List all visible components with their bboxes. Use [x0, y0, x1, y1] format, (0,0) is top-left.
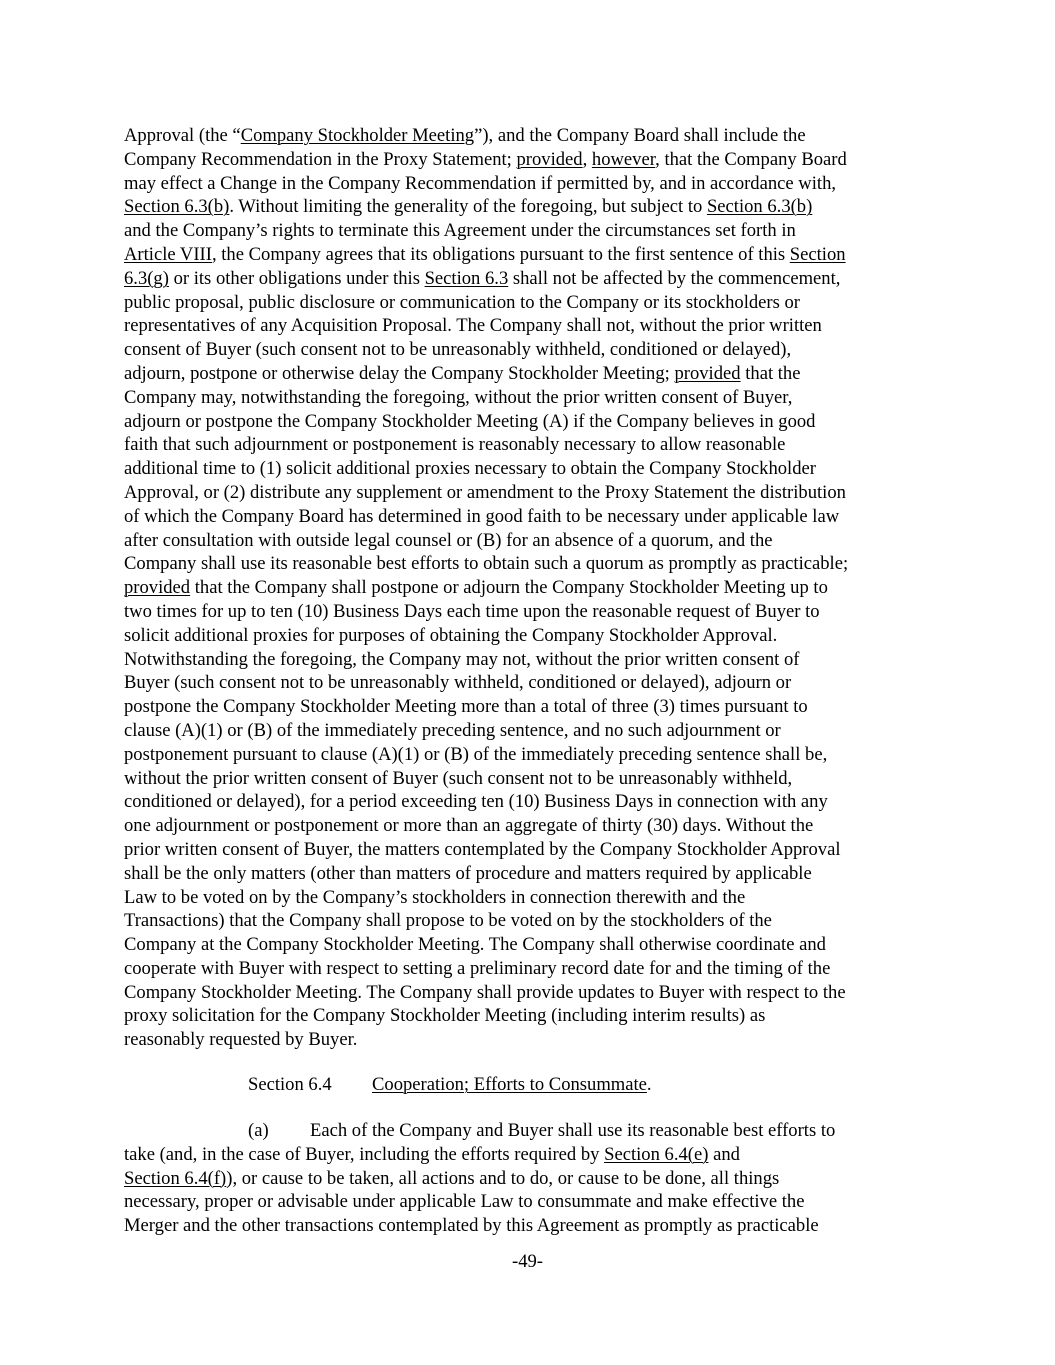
page-number: -49- — [512, 1251, 543, 1272]
text-segment: without the prior written consent of Buyer (such consent not to be unreasonably withheld, — [124, 767, 793, 789]
subsection-label: (a) — [248, 1120, 269, 1141]
text-segment: solicit additional proxies for purposes of obtaining the Company Stockholder Approval. — [124, 624, 778, 646]
text-line — [124, 314, 930, 338]
text-line — [124, 719, 930, 743]
underlined-term: provided — [516, 148, 583, 170]
text-segment: or its other obligations under this — [168, 267, 425, 289]
text-segment: Transactions) that the Company shall propose to be voted on by the stockholders of the — [124, 910, 772, 932]
text-segment: shall be the only matters (other than matters of procedure and matters required by applicable — [124, 862, 812, 884]
text-line — [124, 124, 930, 148]
text-segment: , — [582, 148, 592, 170]
text-line — [124, 291, 930, 315]
text-line — [124, 767, 930, 791]
text-line — [124, 1119, 930, 1143]
text-segment: that the Company shall postpone or adjourn the Company Stockholder Meeting up to — [190, 577, 828, 599]
section-6-4-heading — [248, 1073, 652, 1097]
text-segment: necessary, proper or advisable under applicable Law to consummate and make effective the — [124, 1191, 805, 1213]
text-line — [124, 790, 930, 814]
text-line — [124, 219, 930, 243]
section-title: Cooperation; Efforts to Consummate — [372, 1074, 647, 1095]
text-segment: , that the Company Board — [655, 148, 847, 170]
text-segment: proxy solicitation for the Company Stockholder Meeting (including interim results) as — [124, 1005, 766, 1027]
text-segment: Notwithstanding the foregoing, the Company may not, without the prior written consent of — [124, 648, 800, 670]
text-line — [124, 838, 930, 862]
text-segment: Each of the Company and Buyer shall use its reasonable best efforts to — [310, 1120, 836, 1141]
text-line — [124, 457, 930, 481]
text-segment: reasonably requested by Buyer. — [124, 1029, 358, 1051]
underlined-term: Section 6.3(b) — [706, 196, 813, 218]
text-segment: consent of Buyer (such consent not to be unreasonably withheld, conditioned or delayed), — [124, 339, 792, 361]
text-segment: Company Stockholder Meeting. The Company shall provide updates to Buyer with respect to the — [124, 981, 846, 1003]
text-line — [124, 1214, 930, 1238]
text-line — [124, 172, 930, 196]
underlined-term: Company Stockholder Meeting — [240, 125, 475, 146]
text-segment: of which the Company Board has determined in good faith to be necessary under applicable law — [124, 505, 840, 527]
text-segment: Company at the Company Stockholder Meeting. The Company shall otherwise coordinate and — [124, 934, 826, 956]
text-segment: representatives of any Acquisition Proposal. The Company shall not, without the prior written — [124, 315, 822, 337]
underlined-term: Section 6.3 — [424, 267, 509, 289]
text-line — [124, 695, 930, 719]
text-segment: one adjournment or postponement or more than an aggregate of thirty (30) days. Without the — [124, 815, 814, 837]
text-line — [124, 886, 930, 910]
text-line — [124, 552, 930, 576]
text-segment: Company may, notwithstanding the foregoing, without the prior written consent of Buyer, — [124, 386, 793, 408]
text-line — [124, 814, 930, 838]
underlined-term: Article VIII — [124, 243, 212, 265]
text-segment: and — [708, 1143, 740, 1165]
text-segment: Approval (the “ — [124, 125, 241, 146]
text-segment: Approval, or (2) distribute any supplement or amendment to the Proxy Statement the distribution — [124, 481, 846, 503]
text-segment: Company Recommendation in the Proxy Statement; — [124, 148, 517, 170]
text-line — [124, 481, 930, 505]
text-segment: prior written consent of Buyer, the matters contemplated by the Company Stockholder Approval — [124, 838, 841, 860]
text-segment: clause (A)(1) or (B) of the immediately preceding sentence, and no such adjournment or — [124, 719, 781, 741]
text-line — [124, 933, 930, 957]
text-line — [124, 386, 930, 410]
text-line — [124, 433, 930, 457]
underlined-term: Section 6.3(b) — [124, 196, 230, 218]
text-segment: Buyer (such consent not to be unreasonably withheld, conditioned or delayed), adjourn or — [124, 672, 792, 694]
section-6-3-paragraph — [124, 124, 930, 1052]
text-segment: may effect a Change in the Company Recommendation if permitted by, and in accordance with, — [124, 172, 837, 194]
text-segment: postpone the Company Stockholder Meeting more than a total of three (3) times pursuant to — [124, 696, 808, 718]
section-title-period: . — [646, 1074, 652, 1095]
text-line — [124, 1143, 930, 1167]
text-line — [124, 362, 930, 386]
text-line — [124, 1004, 930, 1028]
text-line — [124, 410, 930, 434]
underlined-term: Section — [789, 243, 846, 265]
text-segment: faith that such adjournment or postponement is reasonably necessary to allow reasonable — [124, 434, 786, 456]
text-line — [124, 1028, 930, 1052]
text-line — [124, 957, 930, 981]
underlined-term: Section 6.4(e) — [604, 1143, 709, 1165]
text-line — [124, 338, 930, 362]
text-segment: postponement pursuant to clause (A)(1) or (B) of the immediately preceding sentence shall be, — [124, 743, 828, 765]
text-line — [124, 671, 930, 695]
text-line — [124, 267, 930, 291]
text-segment: Law to be voted on by the Company’s stockholders in connection therewith and the — [124, 886, 746, 908]
text-segment: Merger and the other transactions contemplated by this Agreement as promptly as practicable — [124, 1215, 819, 1237]
text-segment: . Without limiting the generality of the foregoing, but subject to — [229, 196, 707, 218]
underlined-term: Section 6.4(f) — [124, 1167, 227, 1189]
section-number: Section 6.4 — [248, 1074, 332, 1095]
text-segment: additional time to (1) solicit additional proxies necessary to obtain the Company Stockholder — [124, 458, 816, 480]
text-segment: adjourn or postpone the Company Stockholder Meeting (A) if the Company believes in good — [124, 410, 816, 432]
text-segment: , the Company agrees that its obligations pursuant to the first sentence of this — [211, 243, 790, 265]
text-segment: that the — [740, 362, 801, 384]
text-segment: conditioned or delayed), for a period exceeding ten (10) Business Days in connection with any — [124, 791, 828, 813]
text-line — [124, 505, 930, 529]
underlined-term: however — [591, 148, 656, 170]
underlined-term: provided — [674, 362, 741, 384]
text-line — [124, 600, 930, 624]
text-segment: two times for up to ten (10) Business Days each time upon the reasonable request of Buyer to — [124, 600, 820, 622]
text-segment: public proposal, public disclosure or communication to the Company or its stockholders or — [124, 291, 800, 313]
text-line — [124, 862, 930, 886]
subsection-a-paragraph — [124, 1119, 930, 1238]
text-line — [124, 529, 930, 553]
text-line — [124, 1190, 930, 1214]
text-line — [124, 981, 930, 1005]
underlined-term: provided — [124, 577, 191, 599]
text-segment: ), or cause to be taken, all actions and to do, or cause to be done, all things — [226, 1167, 780, 1189]
text-line — [124, 743, 930, 767]
text-line — [124, 148, 930, 172]
text-line — [124, 909, 930, 933]
text-segment: Company shall use its reasonable best efforts to obtain such a quorum as promptly as practicable; — [124, 553, 849, 575]
text-line — [124, 243, 930, 267]
text-segment: take (and, in the case of Buyer, including the efforts required by — [124, 1143, 605, 1165]
text-segment: ”), and the Company Board shall include the — [474, 125, 806, 146]
underlined-term: 6.3(g) — [124, 267, 169, 289]
text-segment: cooperate with Buyer with respect to setting a preliminary record date for and the timing of the — [124, 957, 831, 979]
text-line — [124, 648, 930, 672]
text-segment: after consultation with outside legal counsel or (B) for an absence of a quorum, and the — [124, 529, 773, 551]
text-line — [124, 1167, 930, 1191]
text-segment: shall not be affected by the commencement, — [508, 267, 841, 289]
text-line — [124, 195, 930, 219]
text-segment: and the Company’s rights to terminate this Agreement under the circumstances set forth in — [124, 220, 796, 242]
text-line — [124, 576, 930, 600]
text-line — [124, 624, 930, 648]
text-segment: adjourn, postpone or otherwise delay the Company Stockholder Meeting; — [124, 362, 675, 384]
